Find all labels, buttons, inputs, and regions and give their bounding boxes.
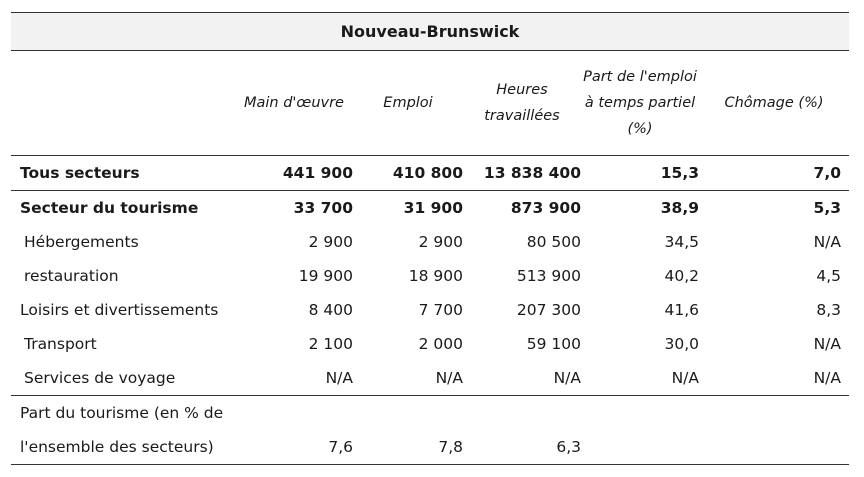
header-row (11, 51, 849, 156)
header-main-oeuvre: Main d'œuvre (235, 51, 353, 156)
cell: 4,5 (816, 267, 841, 285)
cell: 59 100 (526, 335, 581, 353)
header-heures: Heures travaillées (463, 51, 581, 156)
cell: N/A (699, 361, 849, 396)
table-row (11, 156, 849, 191)
cell: 18 900 (408, 267, 463, 285)
cell: 513 900 (516, 267, 581, 285)
cell: 2 100 (308, 335, 353, 353)
cell: N/A (581, 361, 699, 396)
header-blank (11, 51, 235, 156)
cell: 6,3 (463, 430, 581, 465)
cell: 7,0 (699, 156, 849, 191)
cell: 38,9 (660, 199, 699, 217)
cell: 5,3 (813, 199, 841, 217)
row-label: restauration (24, 267, 119, 285)
header-chomage: Chômage (%) (699, 51, 849, 156)
cell: N/A (813, 233, 841, 251)
share-row-line2 (11, 430, 849, 465)
cell: 80 500 (526, 233, 581, 251)
header-temps-partiel: Part de l'emploi à temps partiel (%) (581, 51, 699, 156)
cell: 410 800 (353, 156, 463, 191)
cell: 19 900 (298, 267, 353, 285)
cell: 2 000 (418, 335, 463, 353)
cell: 2 900 (418, 233, 463, 251)
share-label-line2: l'ensemble des secteurs) (11, 430, 235, 465)
cell: N/A (235, 361, 353, 396)
cell: 40,2 (664, 267, 699, 285)
share-label-line1: Part du tourisme (en % de (20, 404, 224, 422)
cell: N/A (463, 361, 581, 396)
data-table (11, 51, 849, 465)
table-row (11, 293, 849, 327)
table-row (11, 225, 849, 259)
cell: N/A (813, 335, 841, 353)
cell: 7,8 (353, 430, 463, 465)
table-row (11, 327, 849, 361)
share-row-line1 (11, 396, 849, 431)
cell: 30,0 (664, 335, 699, 353)
row-label: Hébergements (24, 233, 139, 251)
header-emploi: Emploi (353, 51, 463, 156)
cell: 41,6 (664, 301, 699, 319)
table-row (11, 361, 849, 396)
cell: 34,5 (664, 233, 699, 251)
row-label: Secteur du tourisme (20, 199, 199, 217)
cell: 441 900 (235, 156, 353, 191)
table-row (11, 259, 849, 293)
cell (581, 430, 699, 465)
cell: 7 700 (418, 301, 463, 319)
cell: 873 900 (510, 199, 581, 217)
cell (699, 430, 849, 465)
cell: 2 900 (308, 233, 353, 251)
cell: 8,3 (816, 301, 841, 319)
cell: 33 700 (293, 199, 353, 217)
cell: 15,3 (581, 156, 699, 191)
row-label: Transport (24, 335, 97, 353)
row-label: Services de voyage (11, 361, 235, 396)
cell: 13 838 400 (463, 156, 581, 191)
table-container (11, 12, 849, 465)
table-title: Nouveau-Brunswick (11, 12, 849, 51)
table-row (11, 191, 849, 226)
cell: 7,6 (235, 430, 353, 465)
cell: N/A (353, 361, 463, 396)
row-label: Loisirs et divertissements (20, 301, 219, 319)
cell: 8 400 (308, 301, 353, 319)
cell: 31 900 (403, 199, 463, 217)
cell: 207 300 (516, 301, 581, 319)
row-label: Tous secteurs (11, 156, 235, 191)
